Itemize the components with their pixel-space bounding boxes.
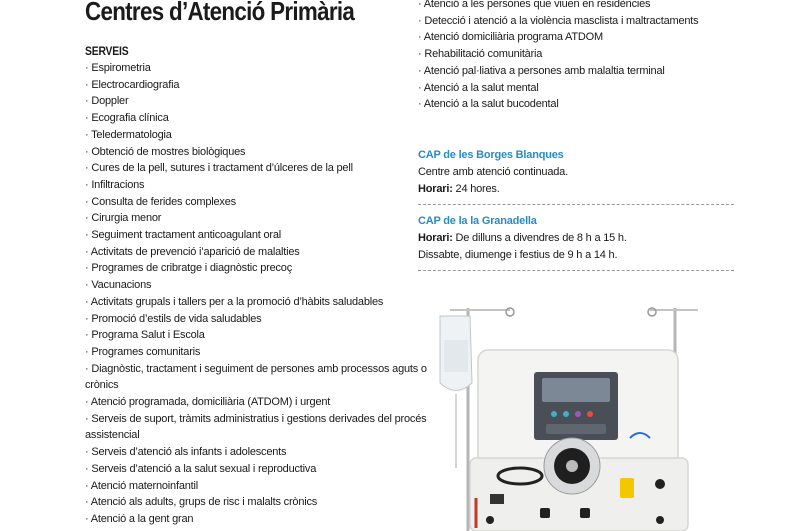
list-item: · Programa Salut i Escola	[85, 329, 205, 342]
cap-granadella-title: CAP de la la Granadella	[418, 215, 537, 227]
horari-label: Horari:	[418, 183, 453, 195]
cap-granadella-horari	[418, 230, 736, 247]
cap-granadella-weekend: Dissabte, diumenge i festius de 9 h a 14 h.	[418, 249, 618, 261]
list-item: · Promoció d’estils de vida saludables	[85, 312, 262, 325]
list-item: · Serveis de suport, tràmits administratius i gestions derivades del procés assistencial	[85, 412, 427, 442]
list-item: · Doppler	[85, 95, 129, 108]
list-item: · Atenció als adults, grups de risc i malalts crònics	[85, 496, 318, 509]
list-item: · Atenció pal·liativa a persones amb malaltia terminal	[418, 64, 665, 77]
list-item: · Detecció i atenció a la violència masclista i maltractaments	[418, 14, 699, 27]
list-item: · Consulta de ferides complexes	[85, 195, 236, 208]
list-item: · Atenció maternoinfantil	[85, 479, 199, 492]
page-title: Centres d’Atenció Primària	[85, 0, 355, 26]
list-item: · Programes comunitaris	[85, 345, 201, 358]
serveis-section	[85, 46, 427, 528]
list-item: · Obtenció de mostres biològiques	[85, 145, 246, 158]
horari-value: 24 hores.	[452, 183, 500, 195]
list-item: · Vacunacions	[85, 279, 152, 292]
list-item: · Atenció a les persones que viuen en residències	[418, 0, 651, 10]
horari-label: Horari:	[418, 232, 453, 244]
list-item: · Atenció programada, domiciliària (ATDOM) i urgent	[85, 396, 331, 409]
horari-value: De dilluns a divendres de 8 h a 15 h.	[452, 232, 627, 244]
cap-borges-block	[418, 147, 736, 198]
medical-equipment-image	[430, 298, 710, 531]
list-item: · Ecografia clínica	[85, 112, 169, 125]
cap-borges-description: Centre amb atenció continuada.	[418, 166, 568, 178]
serveis-heading: SERVEIS	[85, 46, 129, 58]
list-item: · Atenció domiciliària programa ATDOM	[418, 31, 603, 44]
serveis-list-continued	[418, 0, 738, 113]
list-item: · Serveis d’atenció a la salut sexual i reproductiva	[85, 462, 317, 475]
cap-borges-horari	[418, 181, 736, 198]
list-item: · Atenció a la salut mental	[418, 81, 539, 94]
list-item: · Cirurgia menor	[85, 212, 162, 225]
list-item: · Infiltracions	[85, 178, 145, 191]
list-item: · Programes de cribratge i diagnòstic precoç	[85, 262, 293, 275]
list-item: · Atenció a la salut bucodental	[418, 98, 559, 111]
list-item: · Serveis d’atenció als infants i adolescents	[85, 446, 287, 459]
list-item: · Seguiment tractament anticoagulant oral	[85, 229, 282, 242]
serveis-continued	[418, 0, 738, 113]
list-item: · Activitats de prevenció i’aparició de malalties	[85, 245, 300, 258]
list-item: · Electrocardiografia	[85, 78, 180, 91]
divider	[418, 270, 734, 271]
list-item: · Diagnòstic, tractament i seguiment de persones amb processos aguts o crònics	[85, 362, 427, 392]
cap-borges-title: CAP de les Borges Blanques	[418, 149, 564, 161]
list-item: · Rehabilitació comunitària	[418, 48, 543, 61]
cap-granadella-block	[418, 213, 736, 264]
list-item: · Atenció a la gent gran	[85, 512, 194, 525]
list-item: · Teledermatologia	[85, 128, 172, 141]
serveis-list	[85, 60, 427, 528]
list-item: · Cures de la pell, sutures i tractament d’úlceres de la pell	[85, 162, 353, 175]
divider	[418, 204, 734, 205]
list-item: · Espirometria	[85, 62, 151, 74]
list-item: · Activitats grupals i tallers per a la promoció d’hàbits saludables	[85, 295, 384, 308]
